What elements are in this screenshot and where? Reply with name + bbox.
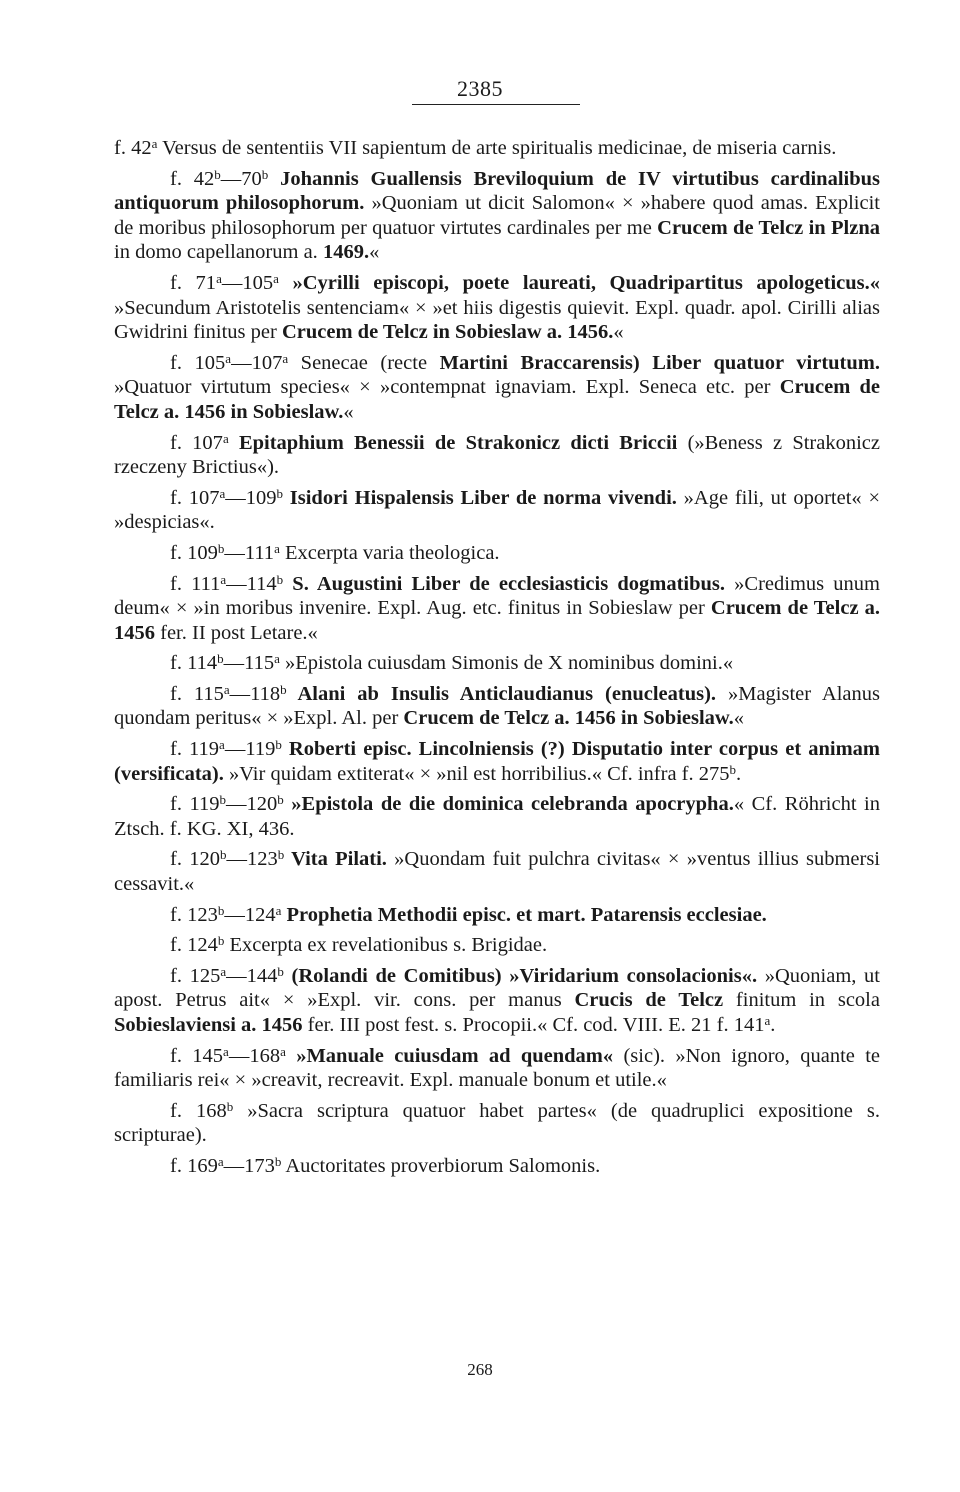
entry-text: fer. II post Letare.«	[155, 621, 318, 644]
entry-text: Excerpta ex revelationibus s. Brigidae.	[224, 934, 548, 957]
entry-text: »Age fili, ut oportet« × »despicias«.	[114, 486, 880, 534]
catalog-entry	[114, 271, 880, 345]
entry-text: —70	[220, 167, 262, 190]
entry-bold-text: Crucem de Telcz a. 1456 in Sobieslaw.	[114, 376, 880, 423]
entry-text: f. 114	[170, 652, 218, 675]
catalog-entries	[114, 136, 880, 1179]
folio-side-superscript: b	[729, 761, 737, 777]
entry-text: f. 42	[114, 137, 152, 159]
folio-side-superscript: b	[217, 902, 225, 918]
entry-text: —123	[226, 848, 278, 871]
catalog-entry	[114, 933, 880, 958]
entry-text: —173	[223, 1154, 275, 1177]
entry-bold-text: Isidori Hispalensis Liber de norma vivendi.	[283, 486, 677, 509]
catalog-entry	[114, 792, 880, 841]
entry-text: »Epistola cuiusdam Simonis de X nominibus domini.«	[279, 652, 734, 675]
entry-bold-text: 1469.	[322, 241, 370, 264]
entry-text: f. 169	[170, 1154, 218, 1177]
entry-text: Versus de sententiis VII sapientum de arte spiritualis medicinae, de miseria carnis.	[157, 137, 837, 159]
folio-side-superscript: b	[214, 166, 221, 182]
entry-text: —168	[228, 1044, 281, 1067]
folio-side-superscript: b	[275, 737, 282, 753]
entry-text: .	[770, 1014, 776, 1036]
entry-bold-text: Crucem de Telcz in Plzna	[657, 216, 880, 239]
entry-text: —119	[224, 738, 276, 761]
entry-text: «	[733, 707, 744, 730]
folio-side-superscript: b	[277, 792, 284, 808]
entry-text: —120	[225, 793, 278, 816]
folio-side-superscript: b	[226, 1098, 234, 1114]
entry-text: «	[613, 321, 624, 344]
folio-side-superscript: b	[219, 847, 227, 863]
entry-bold-text: Crucem de Telcz a. 1456 in Sobieslaw.	[403, 707, 734, 730]
entry-bold-text: »Cyrilli episcopi, poete laureati, Quadripartitus apologeticus.«	[278, 271, 880, 294]
catalog-entry	[114, 1154, 880, 1179]
catalog-entry	[114, 136, 880, 161]
entry-text: —109	[225, 486, 277, 509]
entry-bold-text: Johannis Guallensis Breviloquium de IV virtutibus cardinalibus antiquorum philosophorum.	[114, 167, 880, 215]
catalog-entry	[114, 1099, 880, 1148]
entry-text: —107	[231, 351, 283, 374]
entry-bold-text: S. Augustini Liber de ecclesiasticis dogmatibus.	[283, 572, 725, 595]
entry-text: f. 123	[170, 903, 218, 926]
folio-side-superscript: b	[280, 681, 287, 697]
entry-bold-text: Crucem de Telcz a. 1456	[114, 597, 881, 644]
entry-text: in domo capellanorum a.	[114, 241, 323, 264]
entry-text: »Quondam fuit pulchra civitas« × »ventus illius submersi cessavit.«	[114, 848, 880, 896]
entry-text: f. 109	[170, 541, 218, 564]
folio-side-superscript: b	[219, 792, 226, 808]
folio-side-superscript: b	[261, 166, 269, 182]
folio-side-superscript: b	[217, 540, 225, 556]
entry-text: f. 125	[170, 964, 221, 987]
entry-bold-text: Roberti episc. Lincolniensis (?) Disputatio inter corpus et animam (versificata).	[114, 738, 880, 785]
folio-side-superscript: a	[222, 430, 229, 446]
entry-text: f. 120	[170, 848, 220, 871]
folio-side-superscript: b	[276, 571, 284, 587]
entry-bold-text: (Rolandi de Comitibus) »Viridarium consolacionis«.	[283, 964, 758, 987]
catalog-entry	[114, 351, 880, 425]
entry-text: »Credimus unum deum« × »in moribus invenire. Expl. Aug. etc. finitus in Sobieslaw per	[114, 572, 880, 620]
folio-side-superscript: a	[219, 737, 225, 753]
catalog-entry	[114, 682, 880, 731]
entry-text: »Secundum Aristotelis sentenciam« × »et hiis digestis quievit. Expl. quadr. apol. Cirilli alias Gwidrini finitus per	[114, 296, 880, 344]
entry-text: f. 111	[170, 572, 221, 595]
entry-text: Senecae (recte	[288, 351, 440, 374]
entry-text: f. 71	[170, 271, 217, 294]
folio-side-superscript: a	[220, 963, 227, 979]
entry-bold-text: Sobieslaviensi a. 1456	[114, 1014, 303, 1036]
catalog-entry	[114, 847, 880, 896]
entry-text: f. 115	[170, 682, 224, 705]
catalog-entry	[114, 431, 880, 480]
folio-side-superscript: b	[277, 963, 284, 979]
entry-text: «	[369, 241, 380, 264]
entry-text: »Quatuor virtutum species« × »contempnat ignaviam. Expl. Seneca etc. per	[114, 376, 780, 399]
entry-bold-text: »Manuale cuiusdam ad quendam«	[285, 1044, 614, 1067]
entry-bold-text: Vita Pilati.	[284, 848, 387, 871]
page-footer-number: 268	[467, 1360, 493, 1379]
folio-side-superscript: a	[217, 1153, 224, 1169]
entry-text: —111	[224, 541, 275, 564]
entry-text: »Quoniam ut dicit Salomon« × »habere quod amas. Explicit de moribus philosophorum per quatuor virtutes cardinales per me	[114, 192, 880, 239]
entry-bold-text: Martini Braccarensis) Liber quatuor virtutum.	[439, 351, 880, 374]
folio-side-superscript: a	[280, 1043, 286, 1059]
entry-text: —114	[226, 572, 277, 595]
entry-text: —115	[223, 652, 275, 675]
folio-side-superscript: a	[219, 485, 226, 501]
entry-text: f. 42	[170, 167, 215, 190]
catalog-entry	[114, 1044, 880, 1093]
entry-text: f. 168	[170, 1099, 227, 1122]
entry-text: —105	[221, 271, 274, 294]
folio-side-superscript: a	[220, 571, 227, 587]
entry-text: —124	[224, 903, 276, 926]
entry-text: Excerpta varia theologica.	[279, 541, 500, 564]
folio-side-superscript: b	[217, 933, 225, 949]
entry-text: »Sacra scriptura quatuor habet partes« (de quadruplici expositione s. scripturae).	[114, 1099, 881, 1147]
catalog-entry	[114, 964, 880, 1038]
catalog-entry	[114, 903, 880, 928]
folio-side-superscript: a	[274, 540, 280, 556]
entry-bold-text: Crucem de Telcz in Sobieslaw a. 1456.	[281, 321, 614, 344]
entry-text: «	[343, 400, 354, 423]
entry-text: .	[736, 762, 742, 785]
entry-text: f. 105	[170, 351, 226, 374]
entry-bold-text: Prophetia Methodii episc. et mart. Patarensis ecclesiae.	[281, 903, 767, 926]
folio-side-superscript: a	[225, 350, 232, 366]
entry-text: f. 124	[170, 934, 218, 957]
folio-side-superscript: a	[223, 1043, 229, 1059]
entry-text: f. 119	[170, 738, 220, 761]
entry-text: »Magister Alanus quondam peritus« × »Expl. Al. per	[114, 682, 880, 730]
catalog-entry	[114, 167, 880, 265]
folio-side-superscript: a	[274, 651, 280, 667]
entry-text: f. 145	[170, 1044, 224, 1067]
entry-text: fer. III post fest. s. Procopii.« Cf. cod. VIII. E. 21 f. 141	[302, 1014, 765, 1036]
folio-side-superscript: a	[282, 350, 289, 366]
catalog-entry	[114, 737, 880, 786]
folio-side-superscript: a	[151, 136, 158, 151]
entry-text: »Quoniam, ut apost. Petrus ait« × »Expl. vir. cons. per manus	[114, 964, 881, 1012]
entry-bold-text: Epitaphium Benessii de Strakonicz dicti Briccii	[228, 431, 678, 454]
entry-text: Auctoritates proverbiorum Salomonis.	[281, 1154, 601, 1177]
folio-side-superscript: b	[217, 651, 224, 667]
entry-text: (sic). »Non ignoro, quante te familiaris rei« × »creavit, recreavit. Expl. manuale bonum et utile.«	[114, 1044, 881, 1092]
folio-side-superscript: b	[276, 485, 283, 501]
entry-bold-text: Alani ab Insulis Anticlaudianus (enucleatus).	[286, 682, 717, 705]
catalog-entry	[114, 541, 880, 566]
folio-side-superscript: a	[275, 902, 282, 918]
page-header-number: 2385	[457, 76, 503, 101]
catalog-entry	[114, 572, 880, 646]
entry-text: f. 107	[170, 431, 223, 454]
entry-text: finitum in scola	[723, 989, 880, 1012]
catalog-entry	[114, 651, 880, 676]
folio-side-superscript: a	[764, 1013, 771, 1028]
entry-text: —144	[226, 964, 278, 987]
folio-side-superscript: a	[223, 681, 230, 697]
folio-side-superscript: a	[273, 270, 279, 286]
folio-side-superscript: b	[274, 1153, 282, 1169]
header-rule	[412, 104, 580, 105]
entry-bold-text: »Epistola de die dominica celebranda apocrypha.	[283, 793, 734, 816]
entry-text: (»Beness z Strakonicz rzeczeny Brictius«).	[114, 431, 880, 479]
entry-text: « Cf. Röhricht in Ztsch. f. KG. XI, 436.	[114, 793, 881, 840]
entry-bold-text: Crucis de Telcz	[574, 989, 724, 1012]
catalog-entry	[114, 486, 880, 535]
entry-text: —118	[229, 682, 281, 705]
entry-text: »Vir quidam extiterat« × »nil est horribilius.« Cf. infra f. 275	[223, 762, 730, 785]
entry-text: f. 119	[170, 793, 220, 816]
folio-side-superscript: b	[277, 847, 285, 863]
entry-text: f. 107	[170, 486, 220, 509]
folio-side-superscript: a	[216, 270, 222, 286]
